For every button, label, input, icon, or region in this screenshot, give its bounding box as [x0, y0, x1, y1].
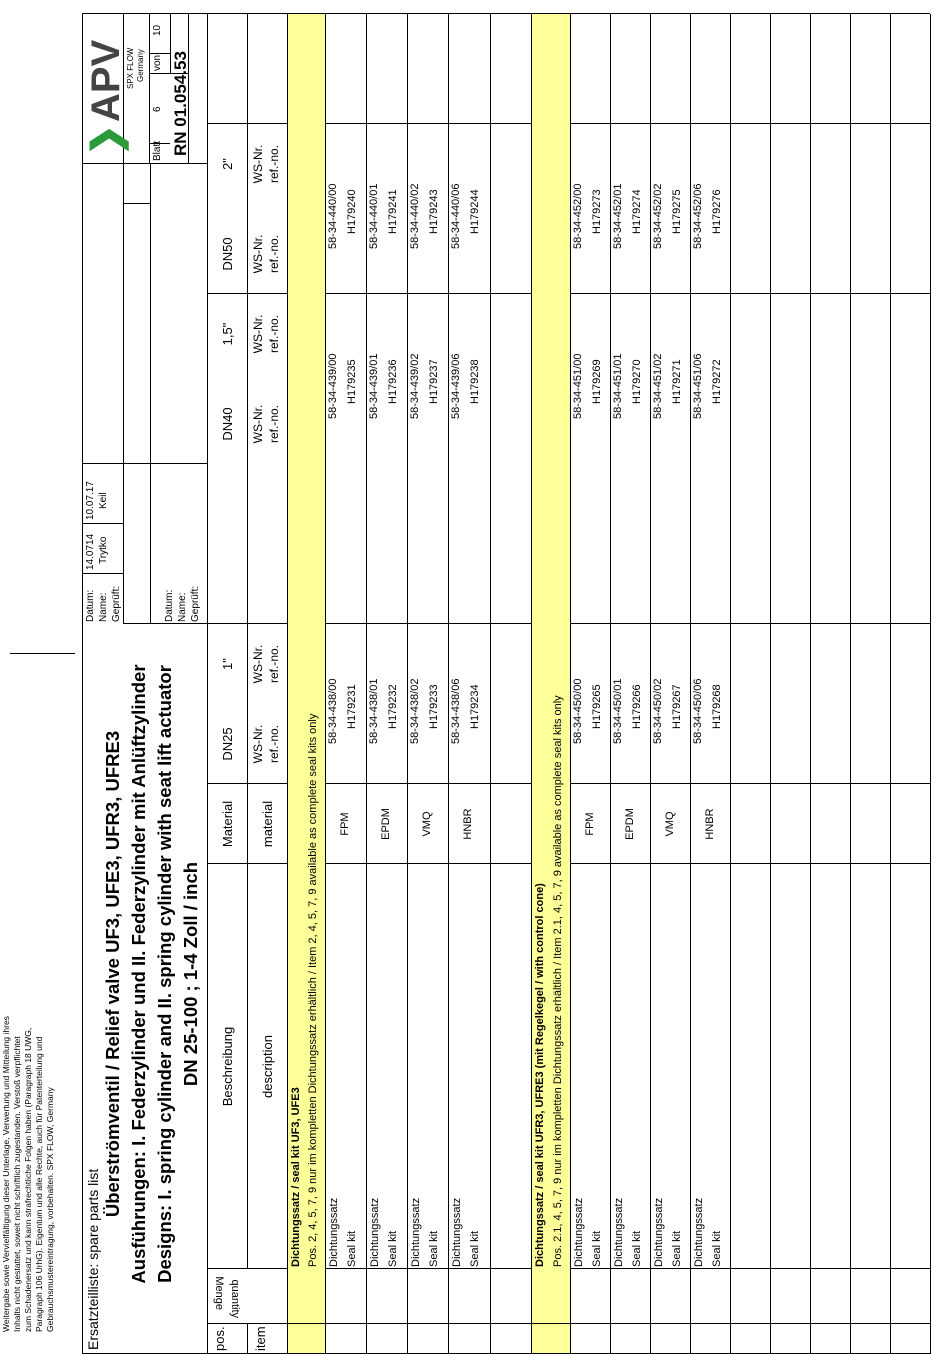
- blatt-value: 6: [152, 106, 163, 112]
- desc-en: Seal kit: [591, 1230, 603, 1267]
- desc-de: Dichtungssatz: [693, 1197, 705, 1267]
- ref-number: H179274: [631, 189, 643, 234]
- section-title: Dichtungssatz / seal kit UFR3, UFRE3 (mit Regelkegel / with control cone): [534, 883, 546, 1267]
- ref-number: H179236: [387, 359, 399, 404]
- pos-header: pos.: [212, 1326, 227, 1351]
- ref-no-header: ref.-no.: [267, 405, 281, 444]
- part-number: 58-34-439/00: [327, 353, 339, 419]
- logo-sub: Germany: [136, 49, 145, 82]
- ref-no-header: ref.-no.: [267, 235, 281, 274]
- ref-number: H179243: [428, 189, 440, 234]
- ref-number: H179231: [346, 684, 358, 729]
- quantity-header: [207, 1269, 287, 1324]
- ref-number: H179235: [346, 359, 358, 404]
- part-number: 58-34-438/01: [368, 678, 380, 744]
- legal-line: Inhalts nicht gestattet, soweit nicht schriftlich zugestanden. Verstoß verpflichtet: [12, 1036, 22, 1332]
- name-label: Name:: [98, 592, 109, 622]
- ref-no-header: ref.-no.: [267, 645, 281, 684]
- legal-notice: [2, 772, 62, 1332]
- ref-number: H179269: [591, 359, 603, 404]
- part-number: 58-34-439/01: [368, 353, 380, 419]
- name-label: Name:: [177, 592, 188, 622]
- desc-de: Dichtungssatz: [653, 1197, 665, 1267]
- part-number: 58-34-439/06: [450, 353, 462, 419]
- description-header: description: [260, 1035, 275, 1098]
- logo-sub: SPX FLOW: [126, 47, 135, 89]
- inch-1-header: 1": [220, 658, 235, 670]
- datum-value: 14.0714: [85, 533, 96, 570]
- material-cell: FPM: [339, 812, 351, 836]
- ws-nr-header: WS-Nr.: [251, 314, 265, 354]
- dn40-header: DN40: [220, 407, 235, 441]
- part-number: 58-34-438/02: [409, 678, 421, 744]
- material-cell: EPDM: [380, 808, 392, 840]
- name-value: Keil: [98, 492, 109, 509]
- part-number: 58-34-451/00: [572, 353, 584, 419]
- datum-label: Datum:: [85, 589, 96, 622]
- desc-en: Seal kit: [671, 1230, 683, 1267]
- part-number: 58-34-440/06: [450, 183, 462, 249]
- part-number: 58-34-451/02: [652, 353, 664, 419]
- ref-number: H179238: [469, 359, 481, 404]
- datum-value: 10.07.17: [85, 481, 96, 520]
- legal-line: zum Schadenersatz und kann strafrechtliche Folgen haben (Paragraph 18 UWG,: [23, 1027, 33, 1332]
- ref-number: H179273: [591, 189, 603, 234]
- part-number: 58-34-439/02: [409, 353, 421, 419]
- desc-de: Dichtungssatz: [328, 1197, 340, 1267]
- part-number: 58-34-452/06: [692, 183, 704, 249]
- material-cell: VMQ: [421, 811, 433, 837]
- part-number: 58-34-452/01: [612, 183, 624, 249]
- item-header: item: [253, 1326, 268, 1351]
- part-number: 58-34-450/00: [572, 678, 584, 744]
- ref-number: H179272: [711, 359, 723, 404]
- title-line: DN 25-100 ; 1-4 Zoll / inch: [180, 861, 201, 1087]
- desc-de: Dichtungssatz: [613, 1197, 625, 1267]
- ref-number: H179241: [387, 189, 399, 234]
- ws-nr-header: WS-Nr.: [251, 404, 265, 444]
- ref-number: H179237: [428, 359, 440, 404]
- desc-de: Dichtungssatz: [573, 1197, 585, 1267]
- apv-logo-text: APV: [84, 39, 128, 122]
- ref-number: H179233: [428, 684, 440, 729]
- title-line: Designs: I. spring cylinder and II. spring cylinder with seat lift actuator: [154, 665, 175, 1283]
- ref-number: H179267: [671, 684, 683, 729]
- material-cell: HNBR: [704, 808, 716, 840]
- ref-number: H179270: [631, 359, 643, 404]
- legal-line: Paragraph 106 UrhG). Eigentum und alle Rechte, auch für Patenterteilung und: [34, 1036, 44, 1332]
- menge-header: Menge: [213, 1276, 225, 1310]
- ref-number: H179265: [591, 684, 603, 729]
- section-title: Dichtungssatz / seal kit UF3, UFE3: [290, 1087, 302, 1267]
- desc-en: Seal kit: [387, 1230, 399, 1267]
- apv-logo-mark: ❯: [86, 124, 128, 156]
- part-number: 58-34-451/06: [692, 353, 704, 419]
- geprueft-label: Geprüft:: [190, 585, 201, 622]
- ref-number: H179266: [631, 684, 643, 729]
- material-cell: VMQ: [664, 811, 676, 837]
- title-line: Ausführungen: I. Federzylinder und II. Federzylinder mit Anlüftzylinder: [128, 664, 149, 1284]
- part-number: 58-34-452/02: [652, 183, 664, 249]
- desc-de: Dichtungssatz: [410, 1197, 422, 1267]
- material-cell: HNBR: [462, 808, 474, 840]
- title-block-text: [100, 624, 204, 1324]
- inch-2-header: 2": [220, 158, 235, 170]
- dn25-header: DN25: [220, 727, 235, 761]
- desc-de: Dichtungssatz: [451, 1197, 463, 1267]
- section-note: Pos. 2, 4, 5, 7, 9 nur im kompletten Dichtungssatz erhältlich / Item 2, 4, 5, 7, 9 available as complete seal kits only: [307, 713, 319, 1267]
- ref-number: H179244: [469, 189, 481, 234]
- part-number: 58-34-440/00: [327, 183, 339, 249]
- part-number: 58-34-452/00: [572, 183, 584, 249]
- desc-en: Seal kit: [469, 1230, 481, 1267]
- name-value: Trytko: [98, 536, 109, 564]
- section-note: Pos. 2.1, 4, 5, 7, 9 nur im kompletten Dichtungssatz erhältlich / Item 2.1, 4, 5, 7, 9 available as complete seal kits only: [552, 695, 564, 1267]
- von-label: von: [152, 54, 163, 71]
- ws-nr-header: WS-Nr.: [251, 144, 265, 184]
- part-number: 58-34-450/02: [652, 678, 664, 744]
- total-pages: 10: [152, 24, 163, 36]
- document-number: RN 01.054.53: [171, 51, 190, 156]
- blatt-label: Blatt: [152, 140, 163, 161]
- material-cell: EPDM: [624, 808, 636, 840]
- desc-en: Seal kit: [428, 1230, 440, 1267]
- ref-no-header: ref.-no.: [267, 725, 281, 764]
- ws-nr-header: WS-Nr.: [251, 724, 265, 764]
- ref-number: H179232: [387, 684, 399, 729]
- ref-no-header: ref.-no.: [267, 315, 281, 354]
- ws-nr-header: WS-Nr.: [251, 644, 265, 684]
- part-number: 58-34-438/00: [327, 678, 339, 744]
- ref-number: H179275: [671, 189, 683, 234]
- ref-number: H179234: [469, 684, 481, 729]
- ref-number: H179240: [346, 189, 358, 234]
- quantity-sub-header: quantity: [229, 1279, 241, 1318]
- material-cell: FPM: [584, 812, 596, 836]
- part-number: 58-34-438/06: [450, 678, 462, 744]
- desc-en: Seal kit: [711, 1230, 723, 1267]
- part-number: 58-34-451/01: [612, 353, 624, 419]
- desc-en: Seal kit: [346, 1230, 358, 1267]
- doc-type: Ersatzteilliste: spare parts list: [85, 1168, 101, 1350]
- material-header: Material: [220, 800, 235, 848]
- datum-label: Datum:: [164, 589, 175, 622]
- desc-en: Seal kit: [631, 1230, 643, 1267]
- ws-nr-header: WS-Nr.: [251, 234, 265, 274]
- part-number: 58-34-450/06: [692, 678, 704, 744]
- geprueft-label: Geprüft:: [111, 585, 122, 622]
- ref-number: H179276: [711, 189, 723, 234]
- legal-line: Weitergabe sowie Vervielfältigung dieser Unterlage, Verwertung und Mitteilung ihres: [1, 1016, 11, 1332]
- legal-line: Gebrauchsmustereintragung, vorbehalten. SPX FLOW, Germany: [45, 1087, 55, 1332]
- material-sub-header: material: [260, 800, 275, 848]
- dn50-header: DN50: [220, 237, 235, 271]
- ref-no-header: ref.-no.: [267, 145, 281, 184]
- part-number: 58-34-440/02: [409, 183, 421, 249]
- ref-number: H179268: [711, 684, 723, 729]
- part-number: 58-34-440/01: [368, 183, 380, 249]
- beschreibung-header: Beschreibung: [220, 1026, 235, 1107]
- desc-de: Dichtungssatz: [369, 1197, 381, 1267]
- part-number: 58-34-450/01: [612, 678, 624, 744]
- title-line: Überströmventil / Relief valve UF3, UFE3, UFR3, UFRE3: [102, 730, 123, 1218]
- ref-number: H179271: [671, 359, 683, 404]
- inch-15-header: 1,5": [220, 322, 235, 346]
